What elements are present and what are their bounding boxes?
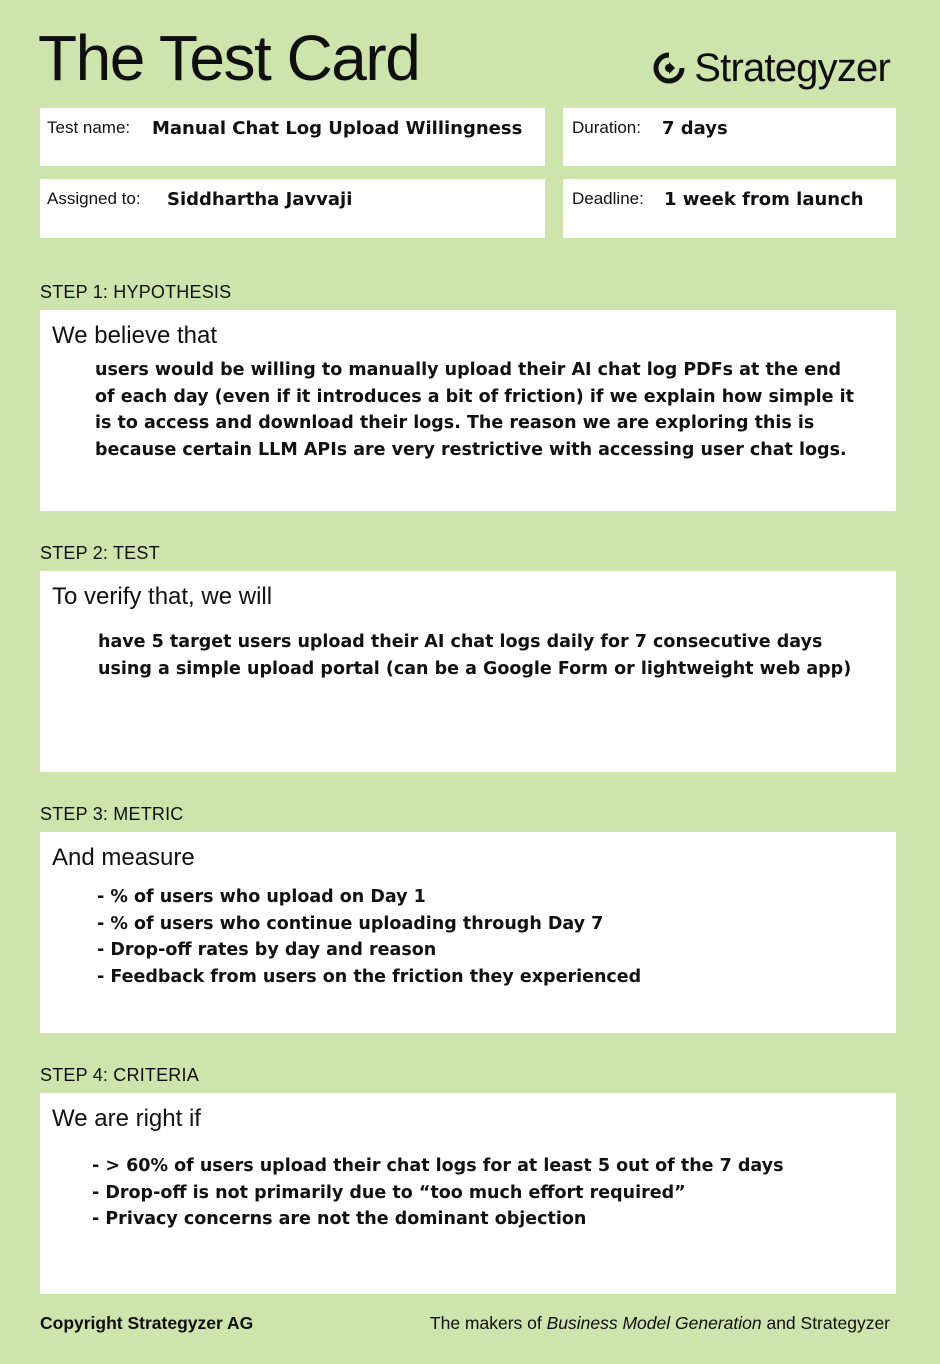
copyright: Copyright Strategyzer AG bbox=[40, 1313, 254, 1333]
step-1-lead: We believe that bbox=[52, 322, 217, 349]
list-item: - % of users who continue uploading through Day 7 bbox=[97, 911, 877, 938]
list-item: - % of users who upload on Day 1 bbox=[97, 884, 877, 911]
step-3-label: STEP 3: METRIC bbox=[40, 804, 184, 824]
brand-name: Strategyzer bbox=[694, 46, 890, 90]
step-4-box bbox=[40, 1093, 896, 1294]
step-4-lead: We are right if bbox=[52, 1105, 201, 1132]
step-2-body: have 5 target users upload their AI chat logs daily for 7 consecutive days using a simple upload portal (can be a Google Form or lightweight web app) bbox=[98, 632, 852, 679]
step-2-label: STEP 2: TEST bbox=[40, 543, 160, 563]
step-2-box bbox=[40, 571, 896, 772]
step-3-list bbox=[97, 884, 877, 990]
deadline-label: Deadline: bbox=[572, 189, 644, 208]
step-3-box bbox=[40, 832, 896, 1033]
duration-label: Duration: bbox=[572, 118, 641, 137]
page-title: The Test Card bbox=[38, 22, 420, 94]
list-item: - Feedback from users on the friction they experienced bbox=[97, 964, 877, 991]
step-1-box bbox=[40, 310, 896, 511]
deadline-field bbox=[563, 179, 896, 238]
step-2-lead: To verify that, we will bbox=[52, 583, 273, 610]
brand bbox=[652, 48, 890, 88]
step-1-body: users would be willing to manually upload their AI chat log PDFs at the end of each day (even if it introduces a bit of friction) if we explain how simple it is to access and download their logs. The reason we are exploring this is because certain LLM APIs are very restrictive with accessing user chat logs. bbox=[95, 360, 854, 460]
test-name-value: Manual Chat Log Upload Willingness bbox=[152, 118, 523, 139]
test-name-field bbox=[40, 108, 545, 166]
deadline-value: 1 week from launch bbox=[664, 189, 864, 210]
step-1-label: STEP 1: HYPOTHESIS bbox=[40, 282, 232, 302]
strategyzer-logo-icon bbox=[652, 51, 686, 85]
step-4-list bbox=[92, 1153, 882, 1233]
assigned-to-value: Siddhartha Javvaji bbox=[167, 189, 353, 210]
assigned-to-field bbox=[40, 179, 545, 238]
duration-value: 7 days bbox=[662, 118, 728, 139]
step-4-label: STEP 4: CRITERIA bbox=[40, 1065, 199, 1085]
makers-suffix: and Strategyzer bbox=[761, 1313, 890, 1333]
assigned-to-label: Assigned to: bbox=[47, 189, 141, 208]
makers-prefix: The makers of bbox=[429, 1313, 547, 1333]
makers-note bbox=[430, 1313, 890, 1334]
makers-book: Business Model Generation bbox=[546, 1313, 762, 1333]
list-item: - Drop-off is not primarily due to “too much effort required” bbox=[92, 1180, 882, 1207]
list-item: - Privacy concerns are not the dominant objection bbox=[92, 1206, 882, 1233]
list-item: - Drop-off rates by day and reason bbox=[97, 937, 877, 964]
list-item: - > 60% of users upload their chat logs for at least 5 out of the 7 days bbox=[92, 1153, 882, 1180]
step-3-lead: And measure bbox=[52, 844, 195, 871]
duration-field bbox=[563, 108, 896, 166]
test-name-label: Test name: bbox=[47, 118, 131, 137]
